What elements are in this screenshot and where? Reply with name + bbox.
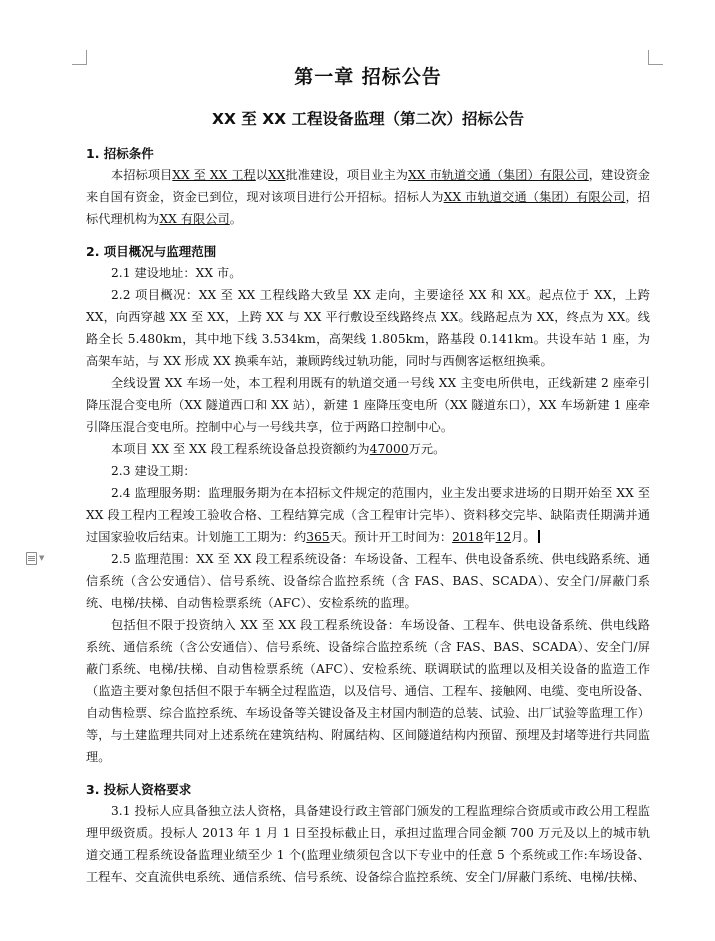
section-heading-3: 3. 投标人资格要求 xyxy=(86,782,192,797)
chevron-down-icon: ▼ xyxy=(39,554,45,562)
document-body[interactable] xyxy=(86,62,650,888)
section-heading-2: 2. 项目概况与监理范围 xyxy=(86,244,217,259)
chapter-heading: 第一章 招标公告 xyxy=(294,66,442,88)
section-heading-1: 1. 招标条件 xyxy=(86,146,154,161)
paragraph-2-1: 2.1 建设地址：XX 市。 xyxy=(111,266,242,280)
paragraph-2-6: 2.4 监理服务期：监理服务期为在本招标文件规定的范围内，业主发出要求进场的日期开始至 XX 至 XX 段工程内工程竣工验收合格、工程结算完成（含工程审计完毕）、资料移交完毕、缺陷责任期满并通过国家验收后结束。计划施工工期为：约365天。预计开工时间为：2018年12月。 xyxy=(86,486,650,544)
text-cursor xyxy=(538,530,540,543)
crop-mark-top-left xyxy=(72,50,87,65)
document-title: XX 至 XX 工程设备监理（第二次）招标公告 xyxy=(212,110,524,128)
page-icon xyxy=(26,552,37,565)
paragraph-2-5: 2.3 建设工期： xyxy=(111,464,196,478)
paragraph-3-1: 3.1 投标人应具备独立法人资格，具备建设行政主管部门颁发的工程监理综合资质或市政公用工程监理甲级资质。投标人 2013 年 1 月 1 日至投标截止日，承担过监理合同金额 700 万元及以上的城市轨道交通工程系统设备监理业绩至少 1 个(监理业绩须包含以下专业中的任意 5 个系统或工作:车场设备、工程车、交直流供电系统、通信系统、信号系统、设备综合监控系统、安全门/屏蔽门系统、电梯/扶梯、 xyxy=(86,804,650,884)
paragraph-2-3: 全线设置 XX 车场一处，本工程利用既有的轨道交通一号线 XX 主变电所供电，正线新建 2 座牵引降压混合变电所（XX 隧道西口和 XX 站），新建 1 座降压变电所（XX 隧道东口），XX 车场新建 1 座牵引降压混合变电所。控制中心与一号线共享，位于两路口控制中心。 xyxy=(86,376,650,434)
document-outline-icon[interactable] xyxy=(26,551,50,565)
paragraph-2-4: 本项目 XX 至 XX 段工程系统设备总投资额约为47000万元。 xyxy=(111,442,446,456)
paragraph-1-1: 本招标项目XX 至 XX 工程以XX批准建设，项目业主为XX 市轨道交通（集团）有限公司，建设资金来自国有资金，资金已到位，现对该项目进行公开招标。招标人为XX 市轨道交通（集团）有限公司，招标代理机构为XX 有限公司。 xyxy=(86,168,651,226)
paragraph-2-8: 包括但不限于投资纳入 XX 至 XX 段工程系统设备：车场设备、工程车、供电设备系统、供电线路系统、通信系统（含公安通信）、信号系统、设备综合监控系统（含 FAS、BAS、SCADA）、安全门/屏蔽门系统、电梯/扶梯、自动售检票系统（AFC）、安检系统、联调联试的监理以及相关设备的监造工作（监造主要对象包括但不限于车辆全过程监造，以及信号、通信、工程车、接触网、电缆、变电所设备、自动售检票、综合监控系统、车场设备等关键设备及主材国内制造的总装、试验、出厂试验等监理工作）等，与土建监理共同对上述系统在建筑结构、附属结构、区间隧道结构内预留、预埋及封堵等进行共同监理。 xyxy=(86,618,650,764)
crop-mark-top-right xyxy=(648,50,663,65)
paragraph-2-2: 2.2 项目概况：XX 至 XX 工程线路大致呈 XX 走向，主要途径 XX 和 XX。起点位于 XX，上跨 XX，向西穿越 XX 至 XX，上跨 XX 与 XX 平行敷设至线路终点 XX。线路起点为 XX，终点为 XX。线路全长 5.480km，其中地下线 3.534km，高架线 1.805km，路基段 0.141km。共设车站 1 座，为高架车站，与 XX 形成 XX 换乘车站，兼顾跨线过轨功能，同时与西侧客运枢纽换乘。 xyxy=(86,288,650,368)
paragraph-2-7: 2.5 监理范围：XX 至 XX 段工程系统设备：车场设备、工程车、供电设备系统、供电线路系统、通信系统（含公安通信）、信号系统、设备综合监控系统（含 FAS、BAS、SCADA）、安全门/屏蔽门系统、电梯/扶梯、自动售检票系统（AFC）、安检系统的监理。 xyxy=(86,552,650,610)
